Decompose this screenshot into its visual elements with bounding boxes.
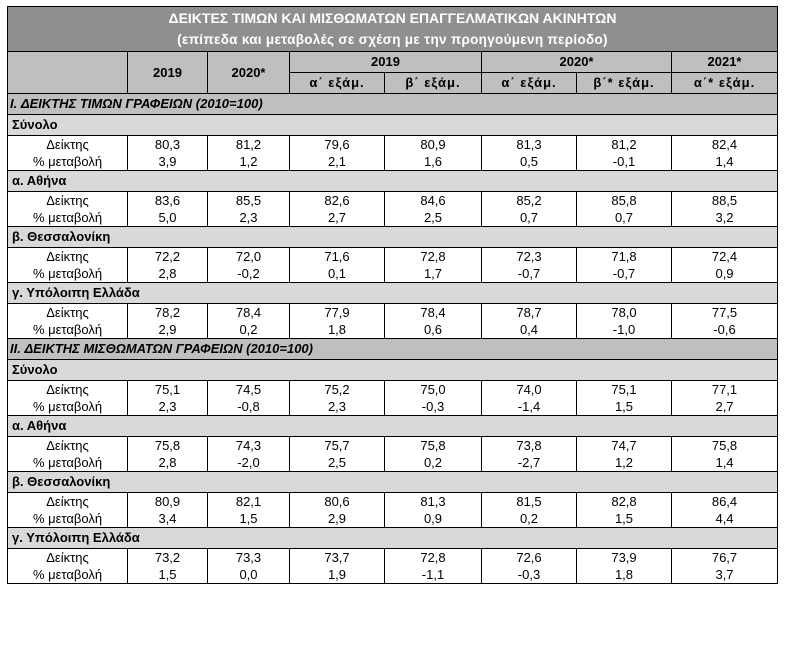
row-label-change: % μεταβολή bbox=[8, 265, 128, 283]
table-cell: -1,1 bbox=[385, 566, 482, 584]
table-cell: 72,0 bbox=[208, 248, 290, 266]
table-cell: 75,1 bbox=[577, 381, 672, 399]
table-cell: 0,0 bbox=[208, 566, 290, 584]
table-cell: 77,1 bbox=[672, 381, 778, 399]
table-cell: 75,1 bbox=[128, 381, 208, 399]
row-label-index: Δείκτης bbox=[8, 493, 128, 511]
table-cell: 83,6 bbox=[128, 192, 208, 210]
table-cell: 73,8 bbox=[482, 437, 577, 455]
table-cell: 1,4 bbox=[672, 454, 778, 472]
table-cell: 76,7 bbox=[672, 549, 778, 567]
table-cell: 1,7 bbox=[385, 265, 482, 283]
table-cell: 2,7 bbox=[672, 398, 778, 416]
table-cell: 2,1 bbox=[290, 153, 385, 171]
region-title: α. Αθήνα bbox=[8, 416, 778, 437]
table-cell: 74,7 bbox=[577, 437, 672, 455]
table-row bbox=[8, 437, 778, 455]
table-cell: 74,3 bbox=[208, 437, 290, 455]
table-cell: -0,7 bbox=[577, 265, 672, 283]
table-cell: 75,8 bbox=[672, 437, 778, 455]
table-cell: 3,2 bbox=[672, 209, 778, 227]
region-title: α. Αθήνα bbox=[8, 171, 778, 192]
table-row bbox=[8, 209, 778, 227]
header-corner-lower bbox=[8, 73, 128, 94]
table-cell: 82,6 bbox=[290, 192, 385, 210]
table-cell: 82,4 bbox=[672, 136, 778, 154]
row-label-change: % μεταβολή bbox=[8, 566, 128, 584]
table-cell: -0,3 bbox=[482, 566, 577, 584]
table-cell: 0,4 bbox=[482, 321, 577, 339]
table-cell: 1,8 bbox=[290, 321, 385, 339]
table-cell: 3,7 bbox=[672, 566, 778, 584]
table-cell: 85,8 bbox=[577, 192, 672, 210]
table-cell: 0,2 bbox=[385, 454, 482, 472]
table-body bbox=[8, 94, 778, 584]
region-title: Σύνολο bbox=[8, 360, 778, 381]
table-cell: 78,0 bbox=[577, 304, 672, 322]
table-cell: -2,0 bbox=[208, 454, 290, 472]
table-cell: 0,2 bbox=[208, 321, 290, 339]
table-cell: 1,5 bbox=[577, 510, 672, 528]
header-quarter: α΄ εξάμ. bbox=[290, 73, 385, 94]
table-row bbox=[8, 265, 778, 283]
table-cell: 2,8 bbox=[128, 265, 208, 283]
table-cell: 0,1 bbox=[290, 265, 385, 283]
table-cell: 0,9 bbox=[672, 265, 778, 283]
table-cell: 78,7 bbox=[482, 304, 577, 322]
table-cell: 0,9 bbox=[385, 510, 482, 528]
table-cell: 2,3 bbox=[128, 398, 208, 416]
table-row bbox=[8, 549, 778, 567]
table-row bbox=[8, 304, 778, 322]
table-cell: 75,0 bbox=[385, 381, 482, 399]
table-cell: 2,8 bbox=[128, 454, 208, 472]
table-cell: 73,3 bbox=[208, 549, 290, 567]
table-cell: -0,3 bbox=[385, 398, 482, 416]
section-title: II. ΔΕΙΚΤΗΣ ΜΙΣΘΩΜΑΤΩΝ ΓΡΑΦΕΙΩΝ (2010=100) bbox=[8, 339, 778, 360]
table-cell: 3,4 bbox=[128, 510, 208, 528]
table-cell: 1,5 bbox=[208, 510, 290, 528]
row-label-index: Δείκτης bbox=[8, 136, 128, 154]
table-cell: 85,5 bbox=[208, 192, 290, 210]
table-cell: 5,0 bbox=[128, 209, 208, 227]
table-cell: 81,2 bbox=[208, 136, 290, 154]
row-label-index: Δείκτης bbox=[8, 192, 128, 210]
table-cell: 77,5 bbox=[672, 304, 778, 322]
table-cell: 71,6 bbox=[290, 248, 385, 266]
header-quarter: β΄* εξάμ. bbox=[577, 73, 672, 94]
table-cell: 2,5 bbox=[290, 454, 385, 472]
table-cell: 1,8 bbox=[577, 566, 672, 584]
table-cell: 0,6 bbox=[385, 321, 482, 339]
header-group-2021: 2021* bbox=[672, 52, 778, 73]
table-row bbox=[8, 321, 778, 339]
row-label-index: Δείκτης bbox=[8, 437, 128, 455]
table-cell: 81,2 bbox=[577, 136, 672, 154]
table-cell: 72,4 bbox=[672, 248, 778, 266]
table-cell: 74,0 bbox=[482, 381, 577, 399]
table-cell: 0,2 bbox=[482, 510, 577, 528]
table-row bbox=[8, 454, 778, 472]
table-cell: 85,2 bbox=[482, 192, 577, 210]
row-label-change: % μεταβολή bbox=[8, 454, 128, 472]
region-title: γ. Υπόλοιπη Ελλάδα bbox=[8, 528, 778, 549]
table-cell: 80,3 bbox=[128, 136, 208, 154]
table-cell: 80,6 bbox=[290, 493, 385, 511]
table-cell: 1,5 bbox=[577, 398, 672, 416]
row-label-index: Δείκτης bbox=[8, 248, 128, 266]
table-cell: 1,2 bbox=[208, 153, 290, 171]
row-label-change: % μεταβολή bbox=[8, 153, 128, 171]
table-cell: 88,5 bbox=[672, 192, 778, 210]
table-cell: 81,3 bbox=[482, 136, 577, 154]
table-cell: 81,5 bbox=[482, 493, 577, 511]
table-cell: 73,9 bbox=[577, 549, 672, 567]
table-row bbox=[8, 381, 778, 399]
table-cell: -0,6 bbox=[672, 321, 778, 339]
table-row bbox=[8, 566, 778, 584]
table-cell: 80,9 bbox=[385, 136, 482, 154]
table-cell: 75,7 bbox=[290, 437, 385, 455]
table-cell: 73,7 bbox=[290, 549, 385, 567]
table-cell: 0,7 bbox=[577, 209, 672, 227]
table-cell: 1,2 bbox=[577, 454, 672, 472]
table-cell: 2,5 bbox=[385, 209, 482, 227]
region-title: β. Θεσσαλονίκη bbox=[8, 472, 778, 493]
row-label-change: % μεταβολή bbox=[8, 398, 128, 416]
table-row bbox=[8, 136, 778, 154]
table-cell: 84,6 bbox=[385, 192, 482, 210]
table-subtitle: (επίπεδα και μεταβολές σε σχέση με την προηγούμενη περίοδο) bbox=[8, 29, 778, 52]
table-cell: 73,2 bbox=[128, 549, 208, 567]
table-cell: 1,4 bbox=[672, 153, 778, 171]
table-cell: 82,8 bbox=[577, 493, 672, 511]
header-group-2019: 2019 bbox=[290, 52, 482, 73]
header-group-2020: 2020* bbox=[482, 52, 672, 73]
table-cell: 75,2 bbox=[290, 381, 385, 399]
table-cell: 4,4 bbox=[672, 510, 778, 528]
header-corner bbox=[8, 52, 128, 73]
table-cell: 1,6 bbox=[385, 153, 482, 171]
region-title: γ. Υπόλοιπη Ελλάδα bbox=[8, 283, 778, 304]
price-rent-index-table bbox=[7, 6, 778, 584]
header-year-2020: 2020* bbox=[208, 52, 290, 94]
table-container bbox=[7, 6, 777, 584]
table-cell: 81,3 bbox=[385, 493, 482, 511]
table-cell: 86,4 bbox=[672, 493, 778, 511]
table-cell: 78,2 bbox=[128, 304, 208, 322]
table-cell: 71,8 bbox=[577, 248, 672, 266]
table-cell: -1,4 bbox=[482, 398, 577, 416]
table-cell: 74,5 bbox=[208, 381, 290, 399]
table-cell: 0,5 bbox=[482, 153, 577, 171]
table-cell: 78,4 bbox=[208, 304, 290, 322]
header-year-2019: 2019 bbox=[128, 52, 208, 94]
header-quarter: α΄ εξάμ. bbox=[482, 73, 577, 94]
row-label-index: Δείκτης bbox=[8, 549, 128, 567]
table-cell: 77,9 bbox=[290, 304, 385, 322]
table-cell: 72,8 bbox=[385, 248, 482, 266]
table-cell: 3,9 bbox=[128, 153, 208, 171]
table-row bbox=[8, 493, 778, 511]
table-cell: 72,8 bbox=[385, 549, 482, 567]
row-label-index: Δείκτης bbox=[8, 304, 128, 322]
header-quarter: β΄ εξάμ. bbox=[385, 73, 482, 94]
table-cell: 72,6 bbox=[482, 549, 577, 567]
table-cell: 0,7 bbox=[482, 209, 577, 227]
table-row bbox=[8, 248, 778, 266]
table-cell: 82,1 bbox=[208, 493, 290, 511]
row-label-change: % μεταβολή bbox=[8, 209, 128, 227]
table-cell: 78,4 bbox=[385, 304, 482, 322]
table-cell: 2,3 bbox=[290, 398, 385, 416]
table-cell: -1,0 bbox=[577, 321, 672, 339]
region-title: Σύνολο bbox=[8, 115, 778, 136]
table-cell: 2,9 bbox=[128, 321, 208, 339]
table-cell: 72,2 bbox=[128, 248, 208, 266]
table-cell: 2,7 bbox=[290, 209, 385, 227]
table-cell: 2,9 bbox=[290, 510, 385, 528]
row-label-change: % μεταβολή bbox=[8, 321, 128, 339]
table-cell: 2,3 bbox=[208, 209, 290, 227]
region-title: β. Θεσσαλονίκη bbox=[8, 227, 778, 248]
table-cell: -2,7 bbox=[482, 454, 577, 472]
table-row bbox=[8, 510, 778, 528]
table-row bbox=[8, 398, 778, 416]
section-title: I. ΔΕΙΚΤΗΣ ΤΙΜΩΝ ΓΡΑΦΕΙΩΝ (2010=100) bbox=[8, 94, 778, 115]
row-label-change: % μεταβολή bbox=[8, 510, 128, 528]
table-cell: 79,6 bbox=[290, 136, 385, 154]
table-cell: 1,5 bbox=[128, 566, 208, 584]
table-cell: 1,9 bbox=[290, 566, 385, 584]
table-cell: 80,9 bbox=[128, 493, 208, 511]
row-label-index: Δείκτης bbox=[8, 381, 128, 399]
header-quarter: α΄* εξάμ. bbox=[672, 73, 778, 94]
table-cell: 75,8 bbox=[128, 437, 208, 455]
table-cell: -0,1 bbox=[577, 153, 672, 171]
table-cell: -0,2 bbox=[208, 265, 290, 283]
table-cell: 75,8 bbox=[385, 437, 482, 455]
table-row bbox=[8, 192, 778, 210]
table-cell: -0,8 bbox=[208, 398, 290, 416]
table-row bbox=[8, 153, 778, 171]
table-title: ΔΕΙΚΤΕΣ ΤΙΜΩΝ ΚΑΙ ΜΙΣΘΩΜΑΤΩΝ ΕΠΑΓΓΕΛΜΑΤΙΚΩΝ ΑΚΙΝΗΤΩΝ bbox=[8, 7, 778, 30]
table-cell: -0,7 bbox=[482, 265, 577, 283]
table-cell: 72,3 bbox=[482, 248, 577, 266]
